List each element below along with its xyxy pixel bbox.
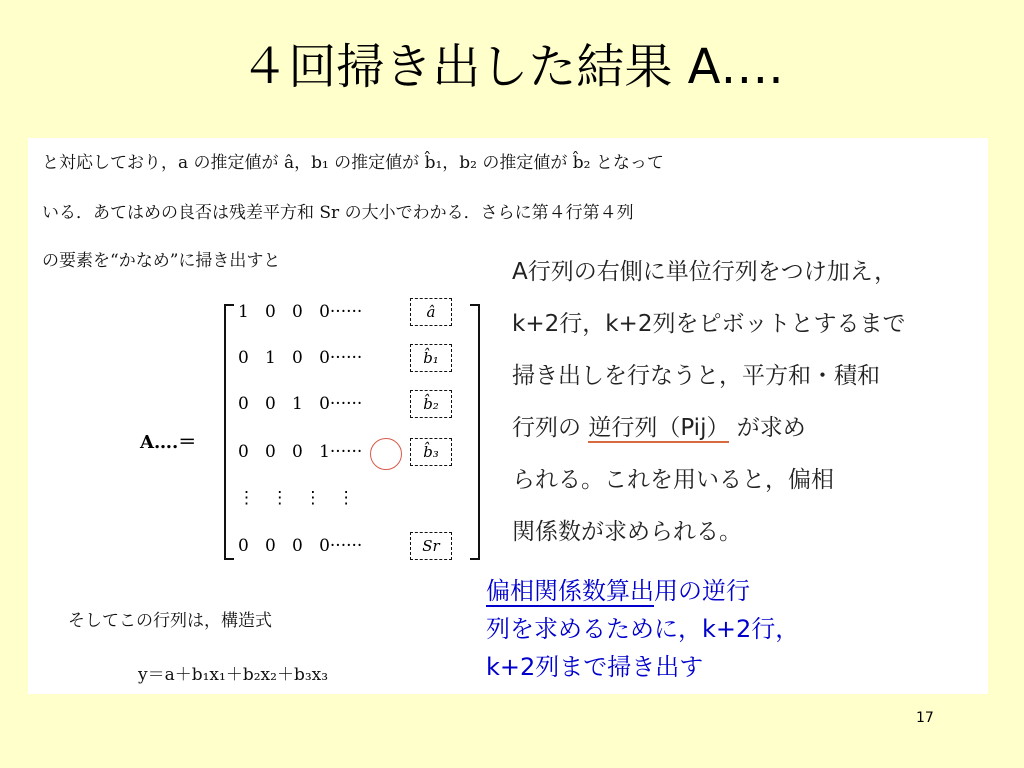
handwritten-line: A行列の右側に単位行列をつけ加え， [512,259,898,285]
matrix-label: A….＝ [140,432,197,453]
matrix-row: 0 0 0 1······ [238,442,363,462]
structural-equation: y＝a＋b₁x₁＋b₂x₂＋b₃x₃ [138,665,329,685]
sweep-matrix [140,298,540,568]
handwritten-line: k+2行，k+2列をピボットとするまで [512,311,906,337]
handwritten-note [512,246,982,558]
matrix-row: 0 1 0 0······ [238,348,363,368]
matrix-left-bracket [224,304,234,560]
scan-text-line-2: いる．あてはめの良否は残差平方和 Sr の大小でわかる．さらに第４行第４列 [42,203,634,223]
scan-text-line-4: そしてこの行列は，構造式 [68,611,272,631]
handwritten-text: が求め [736,415,806,441]
matrix-row: ⋮ ⋮ ⋮ ⋮ [238,488,355,508]
estimate-box: b̂₂ [410,390,452,418]
matrix-right-bracket [470,304,480,560]
slide-title: ４回掃き出した結果 A…. [240,39,784,95]
annotation-line-3: k+2列まで掃き出す [486,653,704,681]
estimate-box: b̂₃ [410,438,452,466]
matrix-row: 0 0 1 0······ [238,394,363,414]
underlined-inverse-matrix: 逆行列（Pij） [588,415,730,441]
annotation-text: 用の逆行 [654,577,750,605]
estimate-box: â [410,298,452,326]
annotation-underlined: 偏相関係数算出 [486,577,654,605]
residual-box: Sr [410,532,452,560]
estimate-box: b̂₁ [410,344,452,372]
scan-text-line-3: の要素を“かなめ”に掃き出すと [42,251,281,271]
blue-annotation [486,572,956,686]
handwritten-line: られる。これを用いると，偏相 [512,467,834,493]
scan-text-line-1: と対応しており，a の推定値が â，b₁ の推定値が b̂₁，b₂ の推定値が b̂₂ となって [42,153,664,173]
matrix-row: 0 0 0 0······ [238,536,363,556]
handwritten-text: 行列の [512,415,581,441]
handwritten-line: 掃き出しを行なうと，平方和・積和 [512,363,880,389]
handwritten-line: 関係数が求められる。 [512,519,742,545]
pivot-circle [370,438,402,470]
handwritten-line [512,402,982,454]
matrix-row: 1 0 0 0······ [238,302,363,322]
annotation-line-1 [486,572,956,610]
page-number: 17 [916,710,934,726]
annotation-line-2: 列を求めるために，k+2行， [486,615,800,643]
